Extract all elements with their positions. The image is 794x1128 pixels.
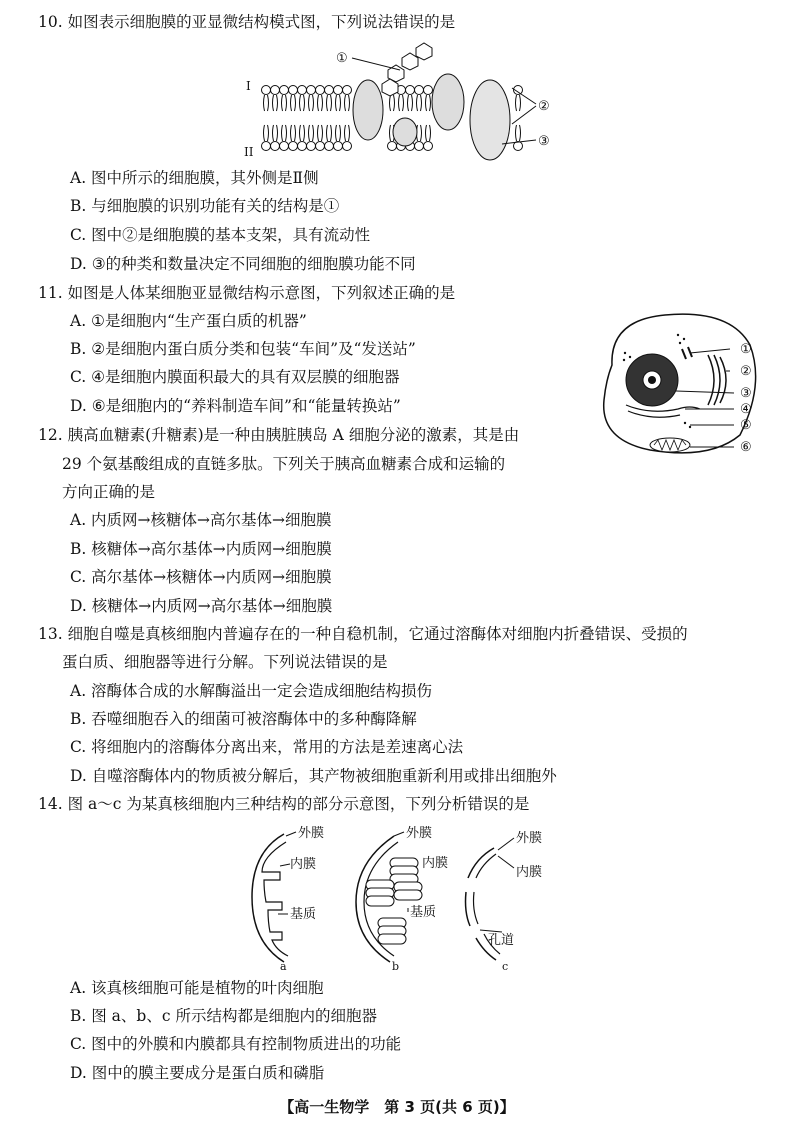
phospholipid-tail xyxy=(291,125,296,141)
phospholipid-head xyxy=(280,142,289,151)
q10-option-a: A. 图中所示的细胞膜，其外侧是Ⅱ侧 xyxy=(70,169,319,187)
q12-option-b: B. 核糖体→高尔基体→内质网→细胞膜 xyxy=(70,540,332,558)
fig14-b-outer: 外膜 xyxy=(406,826,433,841)
animal-cell-figure xyxy=(590,305,786,465)
phospholipid-head xyxy=(424,142,433,151)
fig11-label-2: ② xyxy=(740,364,752,379)
fig14-c-letter: c xyxy=(502,960,509,972)
q11-option-b: B. ②是细胞内蛋白质分类和包装“车间”及“发送站” xyxy=(70,340,416,358)
fig14-b-inner: 内膜 xyxy=(422,856,449,871)
fig10-side-1: I xyxy=(246,79,251,93)
q14-option-c: C. 图中的外膜和内膜都具有控制物质进出的功能 xyxy=(70,1035,402,1053)
q12-stem-line-3: 方向正确的是 xyxy=(62,483,156,501)
q13-stem-line-1: 13. 细胞自噬是真核细胞内普遍存在的一种自稳机制，它通过溶酶体对细胞内折叠错误、受损的 xyxy=(38,625,688,643)
q12-option-c: C. 高尔基体→核糖体→内质网→细胞膜 xyxy=(70,568,332,586)
fig14-c-inner: 内膜 xyxy=(516,865,543,880)
phospholipid-head xyxy=(289,142,298,151)
phospholipid-head xyxy=(424,86,433,95)
fig10-side-2: II xyxy=(244,145,254,159)
phospholipid-head xyxy=(343,86,352,95)
phospholipid-head xyxy=(280,86,289,95)
organelle-structures-figure xyxy=(244,822,554,972)
phospholipid-tail xyxy=(327,125,332,141)
phospholipid-head xyxy=(307,86,316,95)
phospholipid-head xyxy=(334,86,343,95)
phospholipid-tail xyxy=(399,95,404,111)
q13-option-a: A. 溶酶体合成的水解酶溢出一定会造成细胞结构损伤 xyxy=(70,682,433,700)
fig11-label-4: ④ xyxy=(740,402,752,417)
fig11-label-6: ⑥ xyxy=(740,440,752,455)
phospholipid-tail xyxy=(309,125,314,141)
q14-stem: 14. 图 a～c 为某真核细胞内三种结构的部分示意图，下列分析错误的是 xyxy=(38,795,530,813)
phospholipid-head xyxy=(325,86,334,95)
q11-option-d: D. ⑥是细胞内的“养料制造车间”和“能量转换站” xyxy=(70,397,401,415)
phospholipid-tail xyxy=(417,95,422,111)
fig14-c-outer: 外膜 xyxy=(516,831,543,846)
q11-option-c: C. ④是细胞内膜面积最大的具有双层膜的细胞器 xyxy=(70,368,400,386)
phospholipid-head xyxy=(298,142,307,151)
fig10-label-1: ① xyxy=(336,51,348,66)
q11-stem: 11. 如图是人体某细胞亚显微结构示意图，下列叙述正确的是 xyxy=(38,284,456,302)
phospholipid-head xyxy=(262,86,271,95)
phospholipid-head xyxy=(316,86,325,95)
q10-option-c: C. 图中②是细胞膜的基本支架，具有流动性 xyxy=(70,226,371,244)
phospholipid-tail xyxy=(390,95,395,111)
phospholipid-tail xyxy=(300,125,305,141)
phospholipid-tail xyxy=(264,95,269,111)
q10-option-d: D. ③的种类和数量决定不同细胞的细胞膜功能不同 xyxy=(70,255,416,273)
phospholipid-tail xyxy=(318,125,323,141)
q12-option-d: D. 核糖体→内质网→高尔基体→细胞膜 xyxy=(70,597,333,615)
q11-option-a: A. ①是细胞内“生产蛋白质的机器” xyxy=(70,312,307,330)
cell-membrane-figure xyxy=(240,40,560,165)
phospholipid-tail xyxy=(291,95,296,111)
phospholipid-tail xyxy=(273,125,278,141)
phospholipid-head xyxy=(298,86,307,95)
q14-option-d: D. 图中的膜主要成分是蛋白质和磷脂 xyxy=(70,1064,325,1082)
fig14-c-pore: 孔道 xyxy=(488,933,515,948)
fig10-label-3: ③ xyxy=(538,134,550,149)
phospholipid-head xyxy=(388,142,397,151)
q13-option-b: B. 吞噬细胞吞入的细菌可被溶酶体中的多种酶降解 xyxy=(70,710,417,728)
phospholipid-head xyxy=(262,142,271,151)
fig11-label-3: ③ xyxy=(740,386,752,401)
phospholipid-head xyxy=(325,142,334,151)
q13-stem-line-2: 蛋白质、细胞器等进行分解。下列说法错误的是 xyxy=(62,653,388,671)
fig14-b-letter: b xyxy=(392,960,400,972)
fig14-a-outer: 外膜 xyxy=(298,826,325,841)
fig11-label-5: ⑤ xyxy=(740,418,752,433)
phospholipid-tail xyxy=(516,125,521,141)
phospholipid-head xyxy=(271,142,280,151)
phospholipid-head xyxy=(415,86,424,95)
phospholipid-tail xyxy=(336,95,341,111)
fig14-b-matrix: 基质 xyxy=(410,905,437,920)
q10-stem: 10. 如图表示细胞膜的亚显微结构模式图，下列说法错误的是 xyxy=(38,13,456,31)
q10-option-b: B. 与细胞膜的识别功能有关的结构是① xyxy=(70,197,340,215)
phospholipid-tail xyxy=(345,95,350,111)
phospholipid-head xyxy=(307,142,316,151)
fig14-a-inner: 内膜 xyxy=(290,857,317,872)
phospholipid-tail xyxy=(426,95,431,111)
phospholipid-tail xyxy=(327,95,332,111)
phospholipid-head xyxy=(415,142,424,151)
phospholipid-head xyxy=(406,86,415,95)
phospholipid-tail xyxy=(300,95,305,111)
q14-option-a: A. 该真核细胞可能是植物的叶肉细胞 xyxy=(70,979,324,997)
q12-stem-line-1: 12. 胰高血糖素(升糖素)是一种由胰脏胰岛 A 细胞分泌的激素，其是由 xyxy=(38,426,520,444)
page-footer: 【高一生物学 第 3 页(共 6 页)】 xyxy=(279,1098,515,1116)
phospholipid-head xyxy=(334,142,343,151)
phospholipid-head xyxy=(289,86,298,95)
phospholipid-tail xyxy=(264,125,269,141)
phospholipid-tail xyxy=(516,95,521,111)
phospholipid-tail xyxy=(345,125,350,141)
q13-option-d: D. 自噬溶酶体内的物质被分解后，其产物被细胞重新利用或排出细胞外 xyxy=(70,767,557,785)
phospholipid-tail xyxy=(426,125,431,141)
phospholipid-tail xyxy=(336,125,341,141)
fig14-a-matrix: 基质 xyxy=(290,907,317,922)
phospholipid-tail xyxy=(408,95,413,111)
fig10-label-2: ② xyxy=(538,99,550,114)
phospholipid-tail xyxy=(318,95,323,111)
phospholipid-tail xyxy=(282,95,287,111)
phospholipid-head xyxy=(271,86,280,95)
q12-stem-line-2: 29 个氨基酸组成的直链多肽。下列关于胰高血糖素合成和运输的 xyxy=(62,455,506,473)
fig11-label-1: ① xyxy=(740,342,752,357)
q12-option-a: A. 内质网→核糖体→高尔基体→细胞膜 xyxy=(70,511,332,529)
phospholipid-head xyxy=(316,142,325,151)
phospholipid-tail xyxy=(273,95,278,111)
q13-option-c: C. 将细胞内的溶酶体分离出来，常用的方法是差速离心法 xyxy=(70,738,464,756)
fig14-a-letter: a xyxy=(280,960,287,972)
phospholipid-head xyxy=(343,142,352,151)
phospholipid-tail xyxy=(309,95,314,111)
phospholipid-tail xyxy=(282,125,287,141)
q14-option-b: B. 图 a、b、c 所示结构都是细胞内的细胞器 xyxy=(70,1007,377,1025)
